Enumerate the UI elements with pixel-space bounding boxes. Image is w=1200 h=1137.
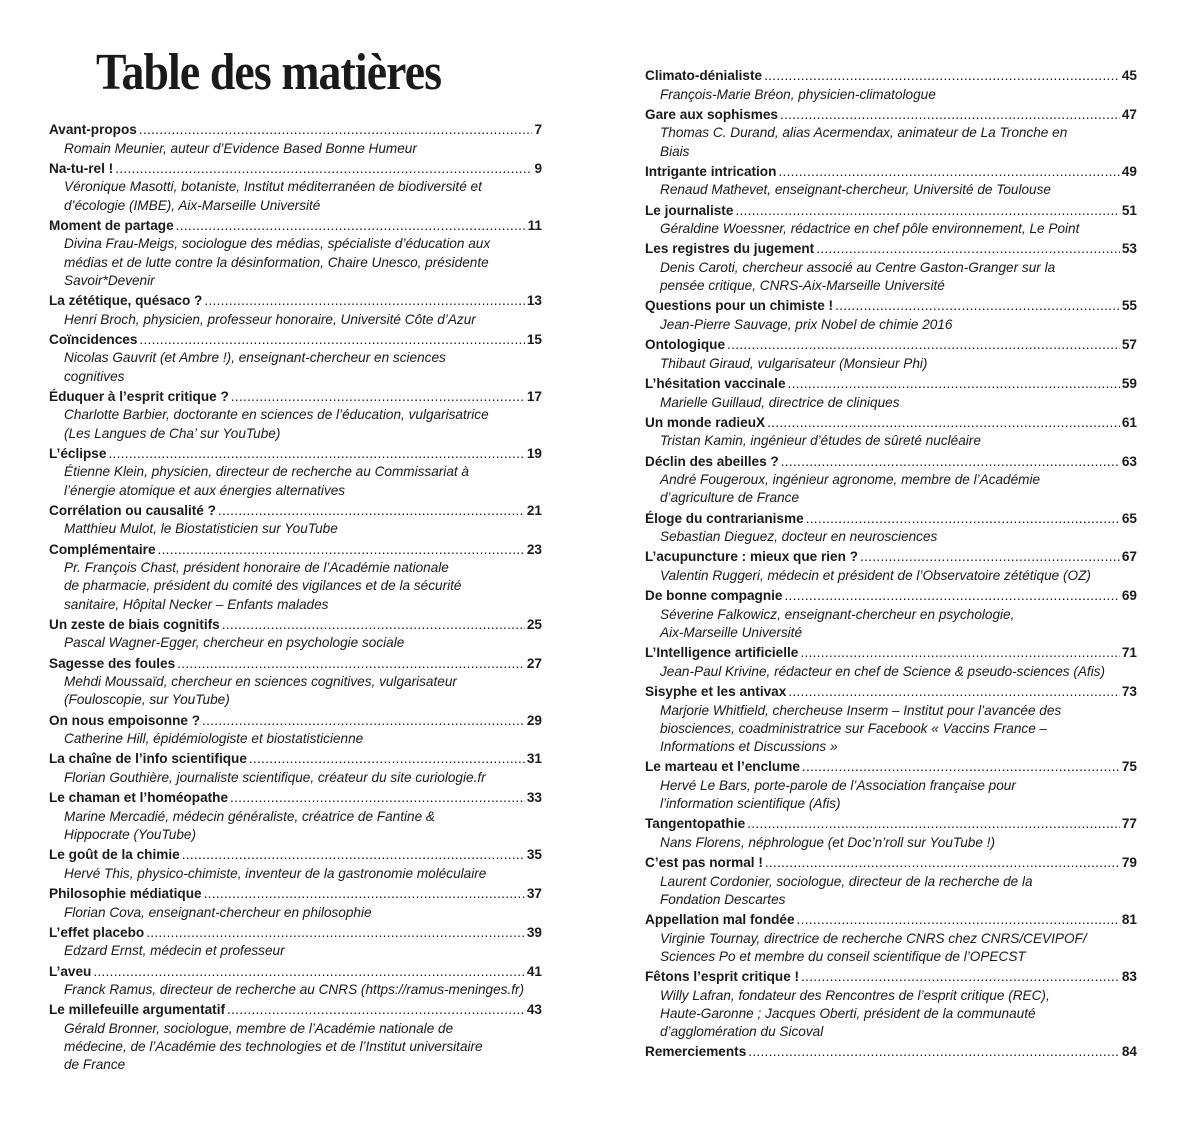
author-line: Franck Ramus, directeur de recherche au CNRS (https://ramus-meninges.fr) [64, 982, 525, 998]
chapter-title: Questions pour un chimiste ! [645, 298, 834, 314]
author-line: Edzard Ernst, médecin et professeur [64, 943, 285, 959]
chapter-title: De bonne compagnie [645, 588, 783, 604]
toc-entry [645, 202, 1137, 239]
chapter-title: L’acupuncture : mieux que rien ? [645, 549, 859, 565]
toc-entry [645, 510, 1137, 547]
dot-leader [748, 1043, 1120, 1062]
dot-leader [176, 217, 526, 236]
toc-column-right [645, 67, 1137, 1064]
toc-entry-line [49, 160, 542, 179]
toc-entry [49, 331, 542, 386]
dot-leader [780, 106, 1120, 125]
page-number: 35 [526, 847, 542, 863]
page-number: 81 [1121, 911, 1137, 927]
toc-entry [645, 414, 1137, 451]
chapter-title: Un zeste de biais cognitifs [49, 616, 220, 632]
author-line: Florian Cova, enseignant-chercheur en philosophie [64, 904, 372, 920]
author-line: Sciences Po et membre du conseil scientifique de l’OPECST [660, 948, 1026, 964]
page-number: 79 [1121, 854, 1137, 870]
toc-entry [645, 815, 1137, 852]
dot-leader [177, 655, 525, 674]
page-number: 43 [526, 1002, 542, 1018]
toc-entry [49, 712, 542, 749]
page-number: 7 [534, 122, 542, 137]
toc-entry [49, 963, 542, 1000]
toc-entry-line [645, 683, 1137, 702]
author-line: Tristan Kamin, ingénieur d’études de sûreté nucléaire [660, 433, 981, 449]
toc-entry [645, 297, 1137, 334]
author-line: Hervé This, physico-chimiste, inventeur de la gastronomie moléculaire [64, 865, 487, 881]
chapter-title: On nous empoisonne ? [49, 712, 201, 728]
page-number: 17 [526, 388, 542, 404]
toc-entry-line [49, 750, 542, 769]
author-line: Divina Frau-Meigs, sociologue des médias, spécialiste d’éducation aux [64, 236, 491, 252]
toc-entry-line [645, 587, 1137, 606]
toc-entry [49, 655, 542, 710]
page-number: 65 [1121, 510, 1137, 526]
page-number: 67 [1121, 549, 1137, 565]
author-line: (Les Langues de Cha’ sur YouTube) [64, 425, 281, 441]
chapter-title: Éloge du contrarianisme [645, 510, 804, 526]
author-line: Savoir*Devenir [64, 272, 155, 288]
dot-leader [788, 683, 1120, 702]
toc-entry-line [49, 846, 542, 865]
author-line: cognitives [64, 368, 125, 384]
toc-entry [645, 453, 1137, 508]
dot-leader [158, 541, 525, 560]
toc-entry-line [49, 388, 542, 407]
author-line: Catherine Hill, épidémiologiste et biostatisticienne [64, 731, 364, 747]
chapter-title: Intrigante intrication [645, 163, 777, 179]
page-number: 51 [1121, 202, 1137, 218]
dot-leader [784, 587, 1119, 606]
author-line: Thibaut Giraud, vulgarisateur (Monsieur Phi) [660, 355, 928, 371]
dot-leader [218, 502, 525, 521]
author-line: médecine, de l’Académie des technologies et de l’Institut universitaire [64, 1039, 483, 1055]
author-line: Nans Florens, néphrologue (et Doc’n’roll sur YouTube !) [660, 834, 995, 850]
author-line: Florian Gouthière, journaliste scientifique, créateur du site curiologie.fr [64, 769, 486, 785]
author-line: Renaud Mathevet, enseignant-chercheur, Université de Toulouse [660, 182, 1051, 198]
toc-entry-line [645, 644, 1137, 663]
dot-leader [204, 292, 525, 311]
author-line: Mehdi Moussaïd, chercheur en sciences cognitives, vulgarisateur [64, 674, 457, 690]
author-line: Véronique Masotti, botaniste, Institut méditerranéen de biodiversité et [64, 179, 482, 195]
chapter-title: L’aveu [49, 963, 92, 979]
author-line: Géraldine Woessner, rédactrice en chef pôle environnement, Le Point [660, 221, 1080, 237]
dot-leader [231, 388, 525, 407]
page-number: 45 [1121, 68, 1137, 83]
toc-entry [645, 67, 1137, 104]
author-line: Informations et Discussions » [660, 738, 838, 754]
chapter-title: Avant-propos [49, 122, 137, 137]
chapter-title: Le chaman et l’homéopathe [49, 790, 229, 806]
dot-leader [806, 510, 1120, 529]
author-line: Marielle Guillaud, directrice de cliniques [660, 394, 900, 410]
author-line: Pascal Wagner-Egger, chercheur en psychologie sociale [64, 635, 405, 651]
author-line: Valentin Ruggeri, médecin et président de l’Observatoire zététique (OZ) [660, 567, 1091, 583]
toc-entry [49, 121, 542, 158]
toc-entry-line [645, 1043, 1137, 1062]
chapter-title: C’est pas normal ! [645, 854, 763, 870]
toc-entry [645, 1043, 1137, 1062]
author-line: Matthieu Mulot, le Biostatisticien sur YouTube [64, 521, 338, 537]
author-line: Biais [660, 143, 690, 159]
toc-entry [49, 541, 542, 614]
toc-entry-line [49, 1001, 542, 1020]
page-number: 75 [1121, 759, 1137, 775]
toc-entry-line [645, 414, 1137, 433]
toc-entry-line [49, 885, 542, 904]
dot-leader [747, 815, 1120, 834]
author-line: Pr. François Chast, président honoraire de l’Académie nationale [64, 560, 449, 576]
chapter-title: Sagesse des foules [49, 655, 176, 671]
toc-entry-line [645, 968, 1137, 987]
dot-leader [182, 846, 525, 865]
author-line: de pharmacie, président du comité des vigilances et de la sécurité [64, 578, 462, 594]
author-line: de France [64, 1057, 126, 1073]
page-number: 71 [1121, 645, 1137, 661]
chapter-title: Climato-dénialiste [645, 68, 763, 83]
page-number: 25 [526, 616, 542, 632]
toc-entry-line [645, 854, 1137, 873]
dot-leader [139, 121, 533, 140]
dot-leader [227, 1001, 525, 1020]
chapter-title: Fêtons l’esprit critique ! [645, 968, 800, 984]
toc-entry-line [49, 616, 542, 635]
page-number: 57 [1121, 337, 1137, 353]
author-line: sanitaire, Hôpital Necker – Enfants malades [64, 596, 329, 612]
chapter-title: Coïncidences [49, 331, 138, 347]
author-line: Hippocrate (YouTube) [64, 826, 196, 842]
page-number: 53 [1121, 241, 1137, 257]
dot-leader [860, 548, 1120, 567]
toc-entry [49, 217, 542, 290]
dot-leader [767, 414, 1120, 433]
page-number: 77 [1121, 816, 1137, 832]
dot-leader [204, 885, 525, 904]
dot-leader [93, 963, 525, 982]
author-line: Hervé Le Bars, porte-parole de l’Association française pour [660, 777, 1016, 793]
chapter-title: Sisyphe et les antivax [645, 683, 787, 699]
page-number: 19 [526, 445, 542, 461]
toc-entry-line [645, 240, 1137, 259]
toc-entry-line [645, 202, 1137, 221]
dot-leader [816, 240, 1120, 259]
dot-leader [802, 758, 1120, 777]
page-number: 63 [1121, 453, 1137, 469]
author-line: Thomas C. Durand, alias Acermendax, animateur de La Tronche en [660, 125, 1068, 141]
author-line: Séverine Falkowicz, enseignant-chercheur en psychologie, [660, 606, 1015, 622]
chapter-title: Complémentaire [49, 541, 156, 557]
page-number: 41 [526, 963, 542, 979]
page-title: Table des matières [96, 44, 442, 101]
chapter-title: Corrélation ou causalité ? [49, 502, 216, 518]
toc-entry [645, 548, 1137, 585]
author-line: André Fougeroux, ingénieur agronome, membre de l’Académie [660, 472, 1041, 488]
author-line: Sebastian Dieguez, docteur en neurosciences [660, 529, 938, 545]
toc-entry [49, 502, 542, 539]
page-number: 61 [1121, 414, 1137, 430]
page-number: 84 [1121, 1044, 1137, 1060]
toc-entry-line [645, 911, 1137, 930]
author-line: Denis Caroti, chercheur associé au Centre Gaston-Granger sur la [660, 259, 1056, 275]
chapter-title: L’hésitation vaccinale [645, 375, 786, 391]
page-number: 23 [526, 541, 542, 557]
toc-entry [645, 375, 1137, 412]
toc-entry [645, 163, 1137, 200]
toc-entry [645, 911, 1137, 966]
author-line: l’information scientifique (Afis) [660, 795, 841, 811]
dot-leader [115, 160, 532, 179]
toc-entry-line [645, 163, 1137, 182]
toc-entry [645, 854, 1137, 909]
chapter-title: Déclin des abeilles ? [645, 453, 779, 469]
dot-leader [249, 750, 525, 769]
toc-entry-line [645, 758, 1137, 777]
chapter-title: Ontologique [645, 337, 726, 353]
page-number: 27 [526, 655, 542, 671]
toc-entry [645, 683, 1137, 756]
toc-entry-line [645, 815, 1137, 834]
author-line: Fondation Descartes [660, 891, 786, 907]
dot-leader [727, 336, 1120, 355]
page-number: 83 [1121, 968, 1137, 984]
toc-entry [49, 789, 542, 844]
toc-entry-line [49, 502, 542, 521]
author-line: Jean-Paul Krivine, rédacteur en chef de Science & pseudo-sciences (Afis) [660, 663, 1106, 679]
toc-entry-line [49, 655, 542, 674]
toc-entry-line [645, 106, 1137, 125]
author-line: Romain Meunier, auteur d’Evidence Based Bonne Humeur [64, 140, 417, 156]
chapter-title: Le journaliste [645, 202, 734, 218]
chapter-title: Les registres du jugement [645, 241, 815, 257]
toc-entry-line [645, 548, 1137, 567]
page-number: 21 [526, 502, 542, 518]
dot-leader [835, 297, 1120, 316]
author-line: Henri Broch, physicien, professeur honoraire, Université Côte d’Azur [64, 311, 476, 327]
toc-entry-line [49, 217, 542, 236]
toc-entry [645, 240, 1137, 295]
toc-entry-line [645, 510, 1137, 529]
author-line: Laurent Cordonier, sociologue, directeur de la recherche de la [660, 873, 1033, 889]
author-line: (Fouloscopie, sur YouTube) [64, 692, 230, 708]
chapter-title: Remerciements [645, 1044, 747, 1060]
author-line: Nicolas Gauvrit (et Ambre !), enseignant-chercheur en sciences [64, 350, 446, 366]
author-line: Marine Mercadié, médecin généraliste, créatrice de Fantine & [64, 808, 435, 824]
chapter-title: La chaîne de l’info scientifique [49, 751, 247, 767]
toc-entry [645, 968, 1137, 1041]
dot-leader [735, 202, 1119, 221]
chapter-title: La zététique, quésaco ? [49, 293, 203, 308]
toc-entry [49, 616, 542, 653]
toc-entry-line [49, 541, 542, 560]
toc-entry [645, 758, 1137, 813]
dot-leader [781, 453, 1120, 472]
dot-leader [108, 445, 524, 464]
page-number: 47 [1121, 106, 1137, 122]
author-line: Virginie Tournay, directrice de recherche CNRS chez CNRS/CEVIPOF/ [660, 930, 1087, 946]
toc-entry [49, 924, 542, 961]
toc-entry [49, 445, 542, 500]
dot-leader [778, 163, 1119, 182]
dot-leader [800, 644, 1120, 663]
author-line: Haute-Garonne ; Jacques Oberti, président de la communauté [660, 1005, 1036, 1021]
chapter-title: Moment de partage [49, 217, 174, 233]
chapter-title: Tangentopathie [645, 816, 746, 832]
author-line: Aix-Marseille Université [660, 624, 803, 640]
chapter-title: Le millefeuille argumentatif [49, 1002, 226, 1018]
page-number: 15 [526, 331, 542, 347]
toc-entry [645, 587, 1137, 642]
toc-entry-line [49, 712, 542, 731]
toc-entry [49, 160, 542, 215]
author-line: Willy Lafran, fondateur des Rencontres de l’esprit critique (REC), [660, 987, 1050, 1003]
toc-entry-line [645, 375, 1137, 394]
toc-entry-line [645, 336, 1137, 355]
author-line: d’écologie (IMBE), Aix-Marseille Université [64, 197, 321, 213]
dot-leader [765, 854, 1120, 873]
toc-entry [645, 644, 1137, 681]
dot-leader [788, 375, 1120, 394]
author-line: François-Marie Bréon, physicien-climatologue [660, 86, 936, 102]
dot-leader [230, 789, 525, 808]
dot-leader [146, 924, 525, 943]
chapter-title: Le marteau et l’enclume [645, 759, 800, 775]
dot-leader [764, 67, 1120, 86]
page-number: 69 [1121, 588, 1137, 604]
toc-entry-line [49, 789, 542, 808]
chapter-title: L’effet placebo [49, 924, 145, 940]
chapter-title: Appellation mal fondée [645, 911, 795, 927]
toc-entry [645, 106, 1137, 161]
author-line: Marjorie Whitfield, chercheuse Inserm – Institut pour l’avancée des [660, 702, 1062, 718]
toc-entry-line [49, 445, 542, 464]
toc-column-left [49, 121, 542, 1077]
page-number: 55 [1121, 298, 1137, 314]
toc-entry-line [49, 121, 542, 140]
page-number: 59 [1121, 375, 1137, 391]
page-number: 73 [1121, 683, 1137, 699]
chapter-title: L’éclipse [49, 445, 107, 461]
page-number: 13 [526, 293, 542, 308]
author-line: d’agglomération du Sicoval [660, 1023, 824, 1039]
toc-entry-line [645, 67, 1137, 86]
author-line: pensée critique, CNRS-Aix-Marseille Université [660, 278, 945, 294]
toc-entry [49, 388, 542, 443]
page-number: 29 [526, 712, 542, 728]
chapter-title: Na-tu-rel ! [49, 160, 114, 176]
page-number: 11 [527, 217, 542, 233]
author-line: biosciences, coadministratrice sur Facebook « Vaccins France – [660, 720, 1048, 736]
chapter-title: L’Intelligence artificielle [645, 645, 799, 661]
toc-entry [49, 1001, 542, 1074]
toc-entry-line [49, 331, 542, 350]
author-line: Étienne Klein, physicien, directeur de recherche au Commissariat à [64, 464, 469, 480]
toc-entry-line [49, 963, 542, 982]
toc-entry [49, 846, 542, 883]
dot-leader [222, 616, 525, 635]
toc-entry [49, 885, 542, 922]
page-number: 31 [526, 751, 542, 767]
page-number: 33 [526, 790, 542, 806]
page-number: 49 [1121, 163, 1137, 179]
author-line: d’agriculture de France [660, 490, 800, 506]
author-line: Jean-Pierre Sauvage, prix Nobel de chimie 2016 [660, 316, 953, 332]
author-line: Gérald Bronner, sociologue, membre de l’Académie nationale de [64, 1020, 454, 1036]
chapter-title: Un monde radieuX [645, 414, 766, 430]
toc-entry-line [49, 292, 542, 311]
toc-entry-line [645, 297, 1137, 316]
chapter-title: Le goût de la chimie [49, 847, 180, 863]
toc-entry [49, 292, 542, 329]
dot-leader [797, 911, 1120, 930]
author-line: médias et de lutte contre la désinformation, Chaire Unesco, présidente [64, 254, 489, 270]
toc-entry-line [645, 453, 1137, 472]
toc-entry-line [49, 924, 542, 943]
dot-leader [202, 712, 525, 731]
dot-leader [139, 331, 524, 350]
dot-leader [801, 968, 1120, 987]
chapter-title: Éduquer à l’esprit critique ? [49, 388, 229, 404]
author-line: l’énergie atomique et aux énergies alternatives [64, 482, 346, 498]
page-number: 37 [526, 885, 542, 901]
chapter-title: Philosophie médiatique [49, 885, 202, 901]
author-line: Charlotte Barbier, doctorante en sciences de l’éducation, vulgarisatrice [64, 407, 489, 423]
page-number: 9 [534, 160, 542, 176]
toc-entry [645, 336, 1137, 373]
chapter-title: Gare aux sophismes [645, 106, 778, 122]
page-number: 39 [526, 924, 542, 940]
toc-entry [49, 750, 542, 787]
